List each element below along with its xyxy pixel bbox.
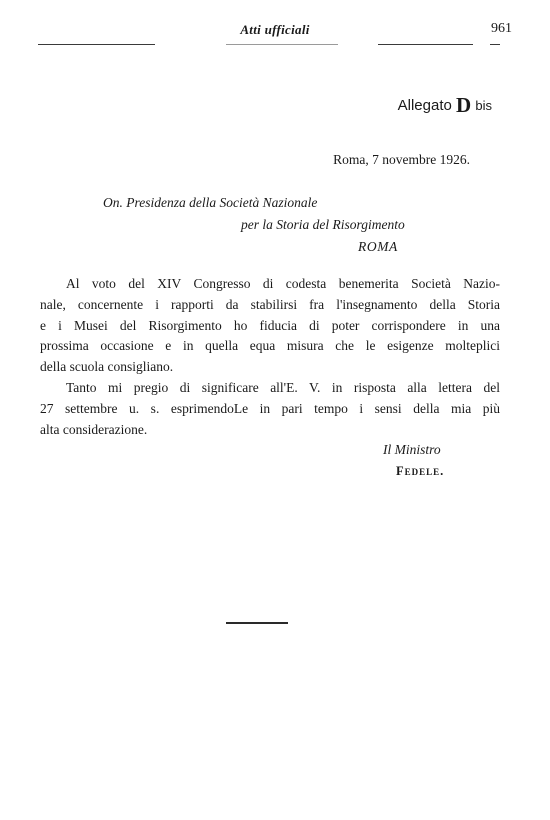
- header-rule-center: [226, 44, 338, 45]
- header-rule-left: [38, 44, 155, 45]
- header-rule-right: [378, 44, 473, 45]
- address-line-1: On. Presidenza della Società Nazionale: [103, 195, 318, 210]
- header-rule-tick: [490, 44, 500, 45]
- body-line: della scuola consigliano.: [40, 359, 174, 375]
- letter-body: [40, 274, 500, 440]
- annex-prefix: Allegato: [397, 97, 452, 114]
- letter-date: Roma, 7 novembre 1926.: [333, 152, 470, 167]
- page-number: 961: [491, 21, 512, 36]
- body-line: e i Musei del Risorgimento ho fiducia di poter corrispondere in una: [40, 317, 500, 333]
- annex-letter: D: [456, 93, 472, 117]
- running-header-title: Atti ufficiali: [240, 22, 310, 37]
- body-line: Al voto del XIV Congresso di codesta benemerita Società Nazio-: [66, 276, 500, 291]
- annex-label: [398, 93, 492, 118]
- signature-name: Fedele.: [396, 464, 445, 478]
- address-line-2: per la Storia del Risorgimento: [241, 217, 405, 232]
- body-line: alta considerazione.: [40, 421, 148, 437]
- body-paragraph-2: [40, 378, 500, 440]
- body-line: prossima occasione e in quella equa misura che le esigenze molteplici: [40, 338, 500, 354]
- signature-title: Il Ministro: [383, 442, 441, 457]
- body-line: nale, concernente i rapporti da stabilirsi fra l'insegnamento della Storia: [40, 296, 500, 312]
- annex-suffix: bis: [475, 98, 492, 113]
- address-line-3: ROMA: [358, 239, 398, 254]
- body-line: 27 settembre u. s. esprimendoLe in pari tempo i sensi della mia più: [40, 400, 500, 416]
- body-line: Tanto mi pregio di significare all'E. V. in risposta alla lettera del: [66, 379, 500, 395]
- closing-rule: [226, 622, 288, 624]
- body-paragraph-1: [40, 274, 500, 378]
